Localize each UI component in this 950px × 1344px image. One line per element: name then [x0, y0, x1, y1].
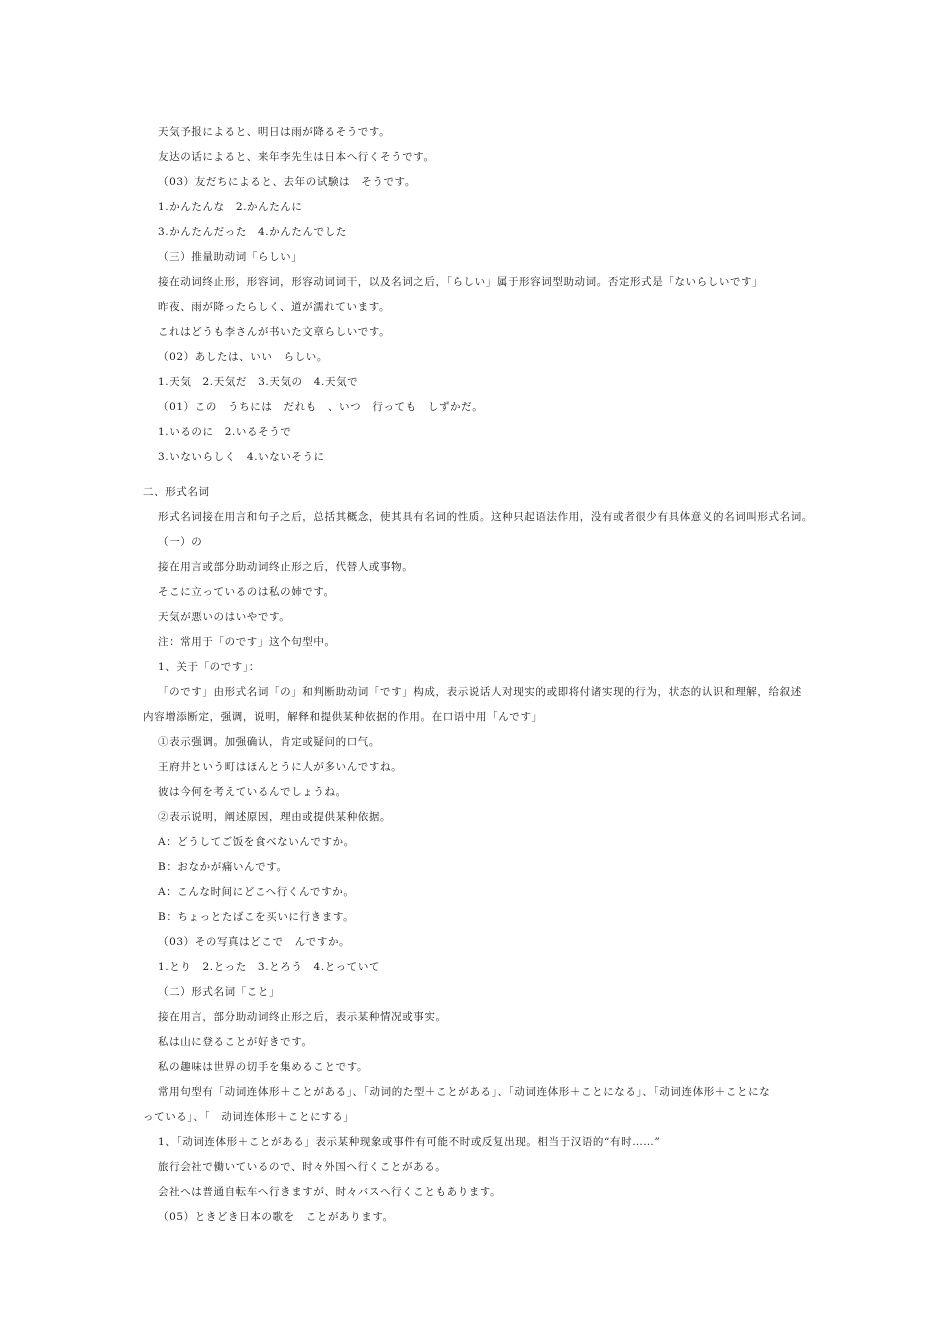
text-line: ①表示强调。加强确认，肯定或疑问的口气。 — [158, 736, 380, 748]
text-line: 1、关于「のです」： — [158, 661, 260, 673]
text-line: 接在用言或部分助动词终止形之后，代替人或事物。 — [158, 561, 414, 573]
text-line: ②表示说明，阐述原因，理由或提供某种依据。 — [158, 811, 392, 823]
text-line: 1.とり 2.とった 3.とろう 4.とっていて — [158, 961, 381, 973]
text-line: 接在动词终止形，形容词，形容动词词干，以及名词之后，「らしい」属于形容词型助动词。否定形式是「ないらしいです」 — [158, 276, 764, 288]
text-line: （03）その写真はどこで んですか。 — [158, 936, 351, 948]
text-line: B：おなかが痛いんです。 — [158, 861, 288, 873]
text-line: （01）この うちには だれも 、いつ 行っても しずかだ。 — [158, 401, 484, 413]
text-line: 1.かんたんな 2.かんたんに — [158, 201, 303, 213]
text-line: 接在用言，部分助动词终止形之后，表示某种情况或事实。 — [158, 1011, 447, 1023]
text-line: これはどうも李さんが书いた文章らしいです。 — [158, 326, 391, 338]
text-line: （03）友だちによると、去年の试験は そうです。 — [158, 176, 416, 188]
text-line: 旅行会社で働いているので、时々外国へ行くことがある。 — [158, 1161, 447, 1173]
text-line: 3.いないらしく 4.いないそうに — [158, 451, 325, 463]
section-heading: （一）の — [158, 536, 203, 548]
text-line: （02）あしたは、いい らしい。 — [158, 351, 328, 363]
text-line: 内容增添断定，强调，说明，解释和提供某种依据的作用。在口语中用「んです」 — [143, 711, 543, 723]
text-line: 彼は今何を考えているんでしょうね。 — [158, 786, 347, 798]
text-line: B：ちょっとたばこを买いに行きます。 — [158, 911, 355, 923]
text-line: 3.かんたんだった 4.かんたんでした — [158, 226, 347, 238]
text-line: 1.いるのに 2.いるそうで — [158, 426, 292, 438]
text-line: 天気が悪いのはいやです。 — [158, 611, 291, 623]
text-line: 会社へは普通自転车へ行きますが、时々バスへ行くこともあります。 — [158, 1186, 502, 1198]
section-heading: （三）推量助动词「らしい」 — [158, 251, 303, 263]
text-line: 私は山に登ることが好きです。 — [158, 1036, 313, 1048]
text-line: 1.天気 2.天気だ 3.天気の 4.天気で — [158, 376, 359, 388]
text-line: （05）ときどき日本の歌を ことがあります。 — [158, 1211, 394, 1223]
text-line: そこに立っているのは私の姉です。 — [158, 586, 335, 598]
text-line: 「のです」由形式名词「の」和判断助动词「です」构成，表示说话人对现实的或即将付诸实现的行为，状态的认识和理解，给叙述 — [158, 686, 802, 698]
text-line: A：こんな时间にどこへ行くんですか。 — [158, 886, 355, 898]
text-line: 注：常用于「のです」这个句型中。 — [158, 636, 336, 648]
section-heading: （二）形式名词「こと」 — [158, 986, 281, 998]
text-line: 昨夜、雨が降ったらしく、道が濡れています。 — [158, 301, 391, 313]
text-line: A：どうしてご饭を食べないんですか。 — [158, 836, 355, 848]
text-line: 天気予报によると、明日は雨が降るそうです。 — [158, 126, 391, 138]
text-line: 常用句型有「动词连体形＋ことがある」、「动词的た型＋ことがある」、「动词连体形＋ことになる」、「动词连体形＋ことにな — [158, 1086, 771, 1098]
section-heading: 二、形式名词 — [143, 486, 210, 498]
text-line: 王府井という町はほんとうに人が多いんですね。 — [158, 761, 403, 773]
text-line: 私の趣味は世界の切手を集めることです。 — [158, 1061, 369, 1073]
text-line: 1、「动词连体形＋ことがある」表示某种现象或事件有可能不时或反复出现。相当于汉语的“有时……” — [158, 1136, 661, 1148]
text-line: 形式名词接在用言和句子之后，总括其概念，使其具有名词的性质。这种只起语法作用，没有或者很少有具体意义的名词叫形式名词。 — [158, 511, 813, 523]
text-line: っている」、「 动词连体形＋ことにする」 — [143, 1111, 355, 1123]
text-line: 友达の话によると、来年李先生は日本へ行くそうです。 — [158, 151, 435, 163]
